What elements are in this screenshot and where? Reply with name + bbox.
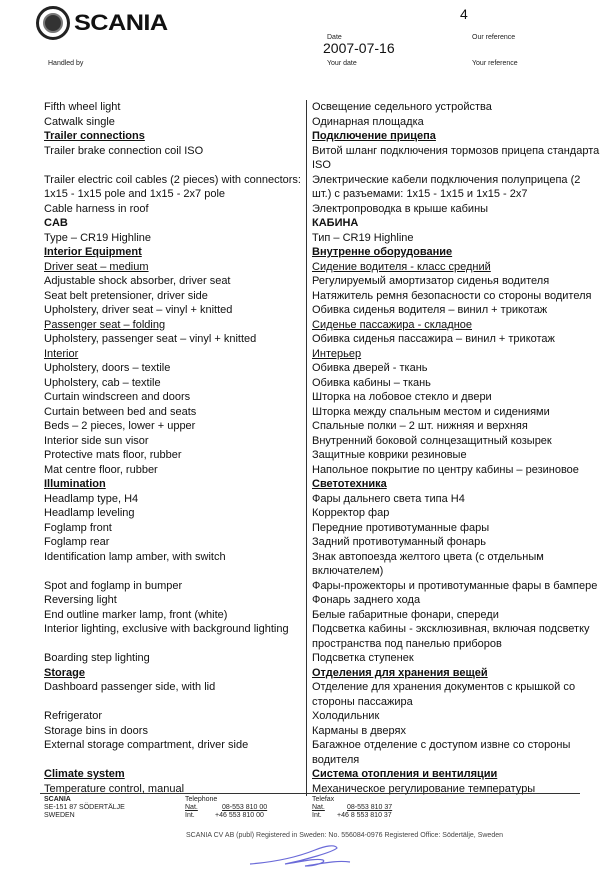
spec-row bbox=[0, 608, 613, 623]
spec-russian-text: Карманы в дверях bbox=[312, 724, 406, 737]
spec-english-text: Reversing light bbox=[44, 594, 117, 606]
spec-english-text: Climate system bbox=[44, 768, 125, 780]
spec-row bbox=[0, 666, 613, 681]
spec-russian-text: Спальные полки – 2 шт. нижняя и верхняя bbox=[312, 420, 528, 432]
spec-russian-text: Корректор фар bbox=[312, 507, 390, 519]
spec-english-text: External storage compartment, driver side bbox=[44, 739, 249, 751]
spec-russian-text: Освещение седельного устройства bbox=[312, 101, 492, 113]
spec-english bbox=[0, 318, 306, 333]
spec-russian-text: Внутренний боковой солнцезащитный козырек bbox=[312, 434, 552, 447]
spec-english-text: Foglamp rear bbox=[44, 536, 110, 548]
spec-english bbox=[0, 144, 306, 173]
spec-russian bbox=[306, 332, 602, 347]
spec-english-text: Trailer brake connection coil ISO bbox=[44, 144, 204, 157]
spec-english-text: Foglamp front bbox=[44, 521, 112, 534]
spec-row bbox=[0, 202, 613, 217]
spec-russian bbox=[306, 129, 602, 144]
spec-english-text: Headlamp leveling bbox=[44, 507, 135, 519]
spec-english-text: Trailer connections bbox=[44, 130, 145, 142]
griffin-emblem-icon bbox=[36, 6, 70, 40]
spec-russian-text: Интерьер bbox=[312, 347, 362, 360]
spec-row bbox=[0, 434, 613, 449]
footer-tel-nat-label: Nat. bbox=[185, 804, 198, 811]
spec-russian-text: Внутренне оборудование bbox=[312, 246, 453, 258]
spec-row bbox=[0, 376, 613, 391]
spec-row bbox=[0, 361, 613, 376]
spec-russian-text: Холодильник bbox=[312, 710, 380, 722]
handled-by-label: Handled by bbox=[48, 60, 84, 67]
spec-russian-text: Натяжитель ремня безопасности со стороны водителя bbox=[312, 289, 592, 302]
our-reference-label: Our reference bbox=[472, 34, 516, 41]
spec-english bbox=[0, 709, 306, 724]
spec-english bbox=[0, 129, 306, 144]
date-label: Date bbox=[327, 34, 342, 41]
spec-english bbox=[0, 115, 306, 130]
spec-russian-text: КАБИНА bbox=[312, 217, 359, 229]
spec-russian bbox=[306, 376, 602, 391]
spec-row bbox=[0, 477, 613, 492]
spec-english bbox=[0, 550, 306, 579]
spec-russian-text: Механическое регулирование температуры bbox=[312, 782, 536, 795]
spec-russian-text: Сидение водителя - класс средний bbox=[312, 260, 491, 273]
spec-row bbox=[0, 231, 613, 246]
spec-english-text: Curtain windscreen and doors bbox=[44, 391, 191, 403]
spec-english-text: Driver seat – medium bbox=[44, 260, 149, 273]
brand-wordmark: SCANIA bbox=[74, 10, 168, 35]
spec-russian-text: Сиденье пассажира - складное bbox=[312, 318, 473, 331]
spec-russian bbox=[306, 173, 602, 202]
spec-row bbox=[0, 173, 613, 202]
spec-english bbox=[0, 651, 306, 666]
spec-english bbox=[0, 361, 306, 376]
spec-russian bbox=[306, 231, 602, 246]
spec-english-text: Interior Equipment bbox=[44, 246, 142, 258]
spec-english bbox=[0, 492, 306, 507]
spec-russian-text: Отделение для хранения документов с крышкой со стороны пассажира bbox=[312, 681, 576, 708]
spec-english bbox=[0, 506, 306, 521]
spec-russian bbox=[306, 405, 602, 420]
spec-english-text: Dashboard passenger side, with lid bbox=[44, 681, 216, 693]
spec-row bbox=[0, 260, 613, 275]
spec-russian-text: Белые габаритные фонари, спереди bbox=[312, 608, 499, 621]
spec-russian bbox=[306, 666, 602, 681]
spec-row bbox=[0, 492, 613, 507]
spec-russian bbox=[306, 709, 602, 724]
spec-russian-text: Фары дальнего света типа H4 bbox=[312, 492, 465, 505]
spec-english bbox=[0, 376, 306, 391]
spec-russian-text: Светотехника bbox=[312, 478, 387, 490]
spec-russian bbox=[306, 274, 602, 289]
spec-russian bbox=[306, 303, 602, 318]
spec-english bbox=[0, 579, 306, 594]
spec-row bbox=[0, 347, 613, 362]
spec-russian bbox=[306, 434, 602, 449]
spec-russian-text: Обивка сиденья пассажира – винил + трикотаж bbox=[312, 333, 555, 345]
spec-english bbox=[0, 260, 306, 275]
spec-english bbox=[0, 521, 306, 536]
footer-fax-nat-label: Nat. bbox=[312, 804, 325, 811]
footer-fax-int-label: Int. bbox=[312, 812, 322, 819]
spec-row bbox=[0, 709, 613, 724]
footer-address-line1: SE-151 87 SÖDERTÄLJE bbox=[44, 804, 125, 811]
spec-english bbox=[0, 608, 306, 623]
spec-english-text: Cable harness in roof bbox=[44, 202, 149, 215]
spec-english-text: Headlamp type, H4 bbox=[44, 492, 139, 505]
spec-russian bbox=[306, 767, 602, 782]
spec-english-text: Storage bins in doors bbox=[44, 724, 148, 737]
page-number: 4 bbox=[460, 6, 468, 22]
spec-russian-text: Витой шланг подключения тормозов прицепа стандарта ISO bbox=[312, 144, 600, 171]
spec-english bbox=[0, 405, 306, 420]
spec-english bbox=[0, 448, 306, 463]
spec-row bbox=[0, 680, 613, 709]
signature bbox=[245, 842, 355, 869]
footer-fax-int-value: +46 8 553 810 37 bbox=[337, 812, 392, 819]
spec-russian bbox=[306, 289, 602, 304]
spec-english-text: Upholstery, driver seat – vinyl + knitted bbox=[44, 304, 233, 316]
your-reference-label: Your reference bbox=[472, 60, 518, 67]
spec-english-text: CAB bbox=[44, 217, 68, 229]
spec-russian bbox=[306, 622, 602, 651]
spec-russian bbox=[306, 680, 602, 709]
spec-russian-text: Тип – CR19 Highline bbox=[312, 231, 414, 244]
spec-row bbox=[0, 651, 613, 666]
spec-row bbox=[0, 550, 613, 579]
footer-company: SCANIA bbox=[44, 796, 71, 803]
spec-russian bbox=[306, 202, 602, 217]
spec-english bbox=[0, 767, 306, 782]
spec-english bbox=[0, 274, 306, 289]
spec-row bbox=[0, 506, 613, 521]
spec-russian bbox=[306, 115, 602, 130]
spec-russian-text: Одинарная площадка bbox=[312, 115, 424, 128]
spec-russian-text: Знак автопоезда желтого цвета (с отдельным включателем) bbox=[312, 550, 544, 577]
spec-english-text: Upholstery, cab – textile bbox=[44, 376, 161, 389]
spec-english-text: Curtain between bed and seats bbox=[44, 405, 197, 418]
spec-russian-text: Обивка кабины – ткань bbox=[312, 376, 431, 389]
spec-row bbox=[0, 129, 613, 144]
spec-english bbox=[0, 100, 306, 115]
footer-fax-nat-value: 08-553 810 37 bbox=[347, 804, 393, 811]
spec-russian-text: Электропроводка в крыше кабины bbox=[312, 202, 489, 215]
spec-russian bbox=[306, 260, 602, 275]
spec-english bbox=[0, 419, 306, 434]
spec-russian bbox=[306, 651, 602, 666]
spec-english bbox=[0, 463, 306, 478]
spec-english bbox=[0, 622, 306, 651]
footer-tel-nat-value: 08-553 810 00 bbox=[222, 804, 268, 811]
spec-english-text: Identification lamp amber, with switch bbox=[44, 550, 226, 563]
spec-table bbox=[0, 100, 613, 796]
spec-russian-text: Подсветка кабины - эксклюзивная, включая подсветку пространства под панелью приборов bbox=[312, 623, 590, 650]
spec-russian-text: Обивка дверей - ткань bbox=[312, 362, 428, 374]
footer-divider bbox=[40, 793, 580, 794]
spec-english bbox=[0, 680, 306, 709]
spec-english-text: Mat centre floor, rubber bbox=[44, 463, 158, 476]
spec-russian bbox=[306, 245, 602, 260]
spec-russian bbox=[306, 216, 602, 231]
spec-russian bbox=[306, 144, 602, 173]
spec-english bbox=[0, 202, 306, 217]
spec-russian-text: Шторка между спальным местом и сидениями bbox=[312, 405, 550, 418]
spec-english bbox=[0, 303, 306, 318]
spec-row bbox=[0, 521, 613, 536]
spec-russian-text: Шторка на лобовое стекло и двери bbox=[312, 391, 492, 403]
footer-telephone-label: Telephone bbox=[185, 796, 218, 803]
spec-english bbox=[0, 173, 306, 202]
spec-row bbox=[0, 390, 613, 405]
spec-row bbox=[0, 144, 613, 173]
footer-telefax-label: Telefax bbox=[312, 796, 335, 803]
spec-row bbox=[0, 738, 613, 767]
spec-russian bbox=[306, 724, 602, 739]
spec-russian-text: Защитные коврики резиновые bbox=[312, 449, 467, 461]
spec-russian bbox=[306, 463, 602, 478]
spec-english bbox=[0, 216, 306, 231]
spec-row bbox=[0, 448, 613, 463]
spec-row bbox=[0, 622, 613, 651]
spec-row bbox=[0, 303, 613, 318]
spec-row bbox=[0, 724, 613, 739]
spec-russian bbox=[306, 361, 602, 376]
spec-russian-text: Фонарь заднего хода bbox=[312, 594, 421, 606]
spec-english-text: Interior bbox=[44, 347, 79, 360]
spec-russian bbox=[306, 448, 602, 463]
spec-row bbox=[0, 245, 613, 260]
footer-registration: SCANIA CV AB (publ) Registered in Sweden: No. 556084-0976 Registered Office: Södertälje, Sweden bbox=[186, 832, 503, 839]
spec-russian-text: Обивка сиденья водителя – винил + трикотаж bbox=[312, 304, 548, 316]
spec-russian bbox=[306, 419, 602, 434]
spec-english bbox=[0, 231, 306, 246]
spec-english-text: Adjustable shock absorber, driver seat bbox=[44, 275, 231, 287]
spec-row bbox=[0, 419, 613, 434]
spec-russian-text: Регулируемый амортизатор сиденья водителя bbox=[312, 275, 550, 287]
footer-tel-int-label: Int. bbox=[185, 812, 195, 819]
spec-russian-text: Передние противотуманные фары bbox=[312, 521, 490, 534]
spec-english bbox=[0, 724, 306, 739]
spec-russian bbox=[306, 100, 602, 115]
spec-english-text: End outline marker lamp, front (white) bbox=[44, 608, 228, 621]
spec-english-text: Upholstery, doors – textile bbox=[44, 362, 171, 374]
spec-russian bbox=[306, 521, 602, 536]
spec-english-text: Passenger seat – folding bbox=[44, 318, 166, 331]
spec-english-text: Beds – 2 pieces, lower + upper bbox=[44, 420, 196, 432]
spec-russian bbox=[306, 738, 602, 767]
spec-english-text: Spot and foglamp in bumper bbox=[44, 579, 183, 592]
spec-english-text: Refrigerator bbox=[44, 710, 103, 722]
spec-russian-text: Напольное покрытие по центру кабины – резиновое bbox=[312, 463, 579, 476]
spec-english-text: Protective mats floor, rubber bbox=[44, 449, 182, 461]
spec-english-text: Interior lighting, exclusive with background lighting bbox=[44, 623, 289, 635]
spec-english-text: Trailer electric coil cables (2 pieces) with connectors: 1x15 - 1x15 pole and 1x15 - 2x7 pole bbox=[44, 173, 301, 200]
spec-russian-text: Багажное отделение с доступом извне со стороны водителя bbox=[312, 739, 571, 766]
spec-english-text: Illumination bbox=[44, 478, 106, 490]
spec-russian bbox=[306, 390, 602, 405]
spec-russian-text: Подключение прицепа bbox=[312, 130, 436, 142]
footer-tel-int-value: +46 553 810 00 bbox=[215, 812, 264, 819]
spec-russian-text: Подсветка ступенек bbox=[312, 652, 414, 664]
spec-row bbox=[0, 535, 613, 550]
spec-row bbox=[0, 405, 613, 420]
spec-english-text: Seat belt pretensioner, driver side bbox=[44, 289, 208, 302]
spec-russian bbox=[306, 593, 602, 608]
spec-row bbox=[0, 100, 613, 115]
spec-row bbox=[0, 332, 613, 347]
spec-row bbox=[0, 216, 613, 231]
spec-russian-text: Электрические кабели подключения полуприцепа (2 шт.) с разъемами: 1x15 - 1x15 и 1x15 - 2x7 bbox=[312, 173, 581, 200]
spec-russian bbox=[306, 535, 602, 550]
spec-russian bbox=[306, 608, 602, 623]
spec-english bbox=[0, 289, 306, 304]
spec-row bbox=[0, 463, 613, 478]
scania-logo bbox=[36, 6, 168, 40]
spec-english bbox=[0, 347, 306, 362]
spec-russian-text: Фары-прожекторы и противотуманные фары в бампере bbox=[312, 579, 598, 592]
spec-row bbox=[0, 289, 613, 304]
spec-russian bbox=[306, 318, 602, 333]
spec-row bbox=[0, 274, 613, 289]
spec-english-text: Upholstery, passenger seat – vinyl + knitted bbox=[44, 333, 257, 345]
spec-english bbox=[0, 332, 306, 347]
spec-english-text: Storage bbox=[44, 666, 85, 679]
spec-english bbox=[0, 245, 306, 260]
date-value: 2007-07-16 bbox=[323, 40, 395, 56]
spec-english-text: Boarding step lighting bbox=[44, 652, 150, 664]
spec-row bbox=[0, 593, 613, 608]
spec-english-text: Interior side sun visor bbox=[44, 434, 149, 447]
spec-english bbox=[0, 477, 306, 492]
your-date-label: Your date bbox=[327, 60, 357, 67]
spec-english bbox=[0, 738, 306, 767]
spec-english-text: Temperature control, manual bbox=[44, 782, 185, 795]
spec-row bbox=[0, 115, 613, 130]
spec-russian bbox=[306, 492, 602, 507]
spec-row bbox=[0, 579, 613, 594]
spec-english-text: Catwalk single bbox=[44, 115, 115, 128]
spec-russian bbox=[306, 550, 602, 579]
spec-row bbox=[0, 767, 613, 782]
spec-russian bbox=[306, 477, 602, 492]
spec-russian-text: Система отопления и вентиляции bbox=[312, 768, 498, 780]
spec-english bbox=[0, 390, 306, 405]
spec-russian bbox=[306, 506, 602, 521]
spec-english-text: Type – CR19 Highline bbox=[44, 231, 152, 244]
spec-russian bbox=[306, 579, 602, 594]
spec-english bbox=[0, 666, 306, 681]
spec-russian bbox=[306, 347, 602, 362]
spec-english bbox=[0, 434, 306, 449]
spec-english bbox=[0, 593, 306, 608]
spec-english bbox=[0, 535, 306, 550]
footer-address-line2: SWEDEN bbox=[44, 812, 75, 819]
spec-english-text: Fifth wheel light bbox=[44, 101, 121, 113]
spec-russian-text: Задний противотуманный фонарь bbox=[312, 536, 487, 548]
spec-russian-text: Отделения для хранения вещей bbox=[312, 666, 488, 679]
spec-row bbox=[0, 318, 613, 333]
